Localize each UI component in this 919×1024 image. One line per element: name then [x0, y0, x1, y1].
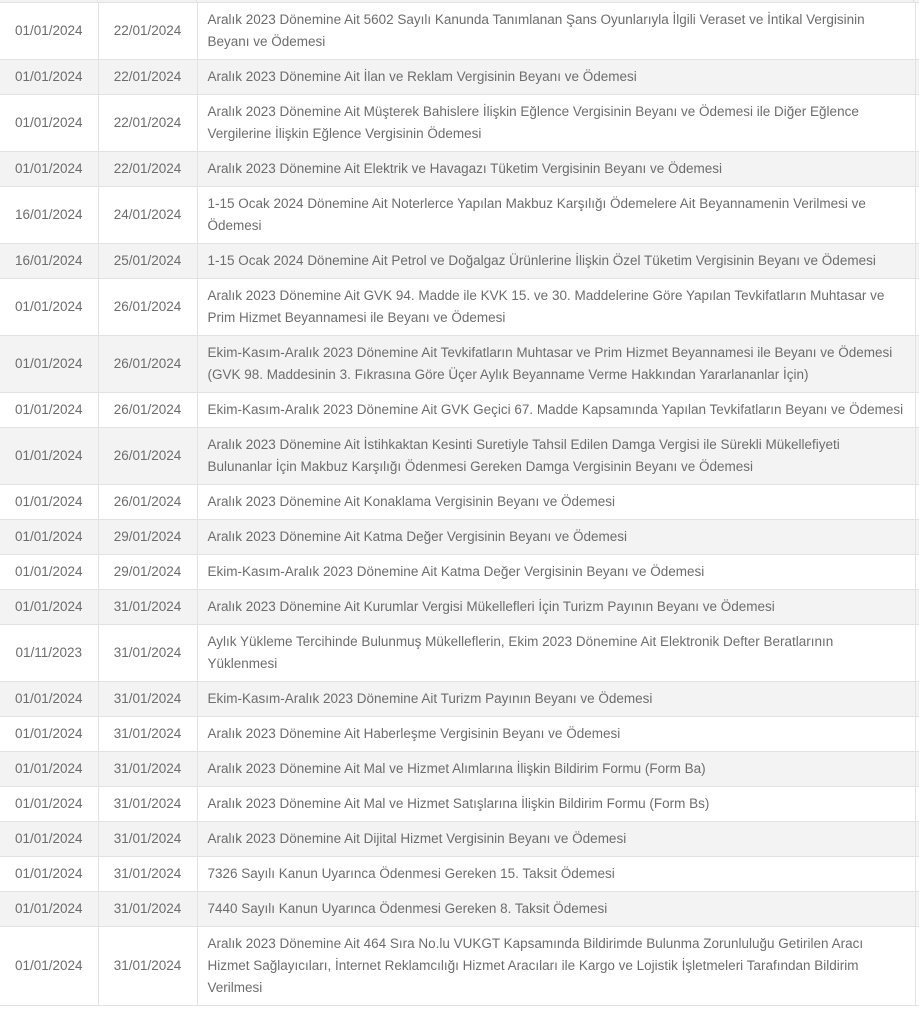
- description-cell: Aylık Yükleme Tercihinde Bulunmuş Mükelleflerin, Ekim 2023 Dönemine Ait Elektronik Defter Beratlarının Yüklenmesi: [197, 625, 915, 682]
- clipped-column-cell: [915, 336, 919, 393]
- clipped-column-cell: [915, 555, 919, 590]
- clipped-column-cell: [915, 187, 919, 244]
- clipped-column-cell: [915, 3, 919, 60]
- start-date-cell: 01/01/2024: [0, 892, 98, 927]
- clipped-column-cell: [915, 787, 919, 822]
- clipped-column-cell: [915, 625, 919, 682]
- end-date-cell: 31/01/2024: [98, 717, 197, 752]
- start-date-cell: 01/01/2024: [0, 279, 98, 336]
- description-cell: Aralık 2023 Dönemine Ait Haberleşme Vergisinin Beyanı ve Ödemesi: [197, 717, 915, 752]
- end-date-cell: 31/01/2024: [98, 892, 197, 927]
- clipped-column-cell: [915, 428, 919, 485]
- description-cell: Ekim-Kasım-Aralık 2023 Dönemine Ait Tevkifatların Muhtasar ve Prim Hizmet Beyannamesi ile Beyanı ve Ödemesi (GVK 98. Maddesinin 3. Fıkrasına Göre Üçer Aylık Beyanname Verme Hakkından Yararlananlar İçin): [197, 336, 915, 393]
- description-cell: Aralık 2023 Dönemine Ait İlan ve Reklam Vergisinin Beyanı ve Ödemesi: [197, 60, 915, 95]
- description-cell: 7326 Sayılı Kanun Uyarınca Ödenmesi Gereken 15. Taksit Ödemesi: [197, 857, 915, 892]
- table-row: [0, 927, 919, 1006]
- clipped-column-cell: [915, 244, 919, 279]
- clipped-column-cell: [915, 682, 919, 717]
- table-row: [0, 520, 919, 555]
- table-row: [0, 279, 919, 336]
- start-date-cell: 01/01/2024: [0, 485, 98, 520]
- clipped-cell: [98, 0, 197, 2]
- table-row: [0, 393, 919, 428]
- end-date-cell: 31/01/2024: [98, 590, 197, 625]
- end-date-cell: 31/01/2024: [98, 822, 197, 857]
- table-row: [0, 485, 919, 520]
- end-date-cell: 29/01/2024: [98, 520, 197, 555]
- description-cell: Aralık 2023 Dönemine Ait 464 Sıra No.lu VUKGT Kapsamında Bildirimde Bulunma Zorunluluğu Getirilen Aracı Hizmet Sağlayıcıları, İnternet Reklamcılığı Hizmet Aracıları ile Kargo ve Lojistik İşletmeleri Tarafından Bildirim Verilmesi: [197, 927, 915, 1006]
- description-cell: Aralık 2023 Dönemine Ait Elektrik ve Havagazı Tüketim Vergisinin Beyanı ve Ödemesi: [197, 152, 915, 187]
- table-row: [0, 752, 919, 787]
- end-date-cell: 26/01/2024: [98, 428, 197, 485]
- description-cell: Aralık 2023 Dönemine Ait Kurumlar Vergisi Mükellefleri İçin Turizm Payının Beyanı ve Ödemesi: [197, 590, 915, 625]
- clipped-cell: [914, 0, 919, 2]
- table-row: [0, 822, 919, 857]
- clipped-column-cell: [915, 590, 919, 625]
- clipped-column-cell: [915, 717, 919, 752]
- table-row: [0, 3, 919, 60]
- start-date-cell: 01/01/2024: [0, 590, 98, 625]
- end-date-cell: 29/01/2024: [98, 555, 197, 590]
- start-date-cell: 01/01/2024: [0, 3, 98, 60]
- start-date-cell: 01/01/2024: [0, 393, 98, 428]
- clipped-column-cell: [915, 485, 919, 520]
- start-date-cell: 01/01/2024: [0, 95, 98, 152]
- start-date-cell: 16/01/2024: [0, 187, 98, 244]
- clipped-cell: [0, 0, 98, 2]
- end-date-cell: 26/01/2024: [98, 279, 197, 336]
- table-row: [0, 428, 919, 485]
- start-date-cell: 01/01/2024: [0, 520, 98, 555]
- tax-calendar-body: [0, 3, 919, 1006]
- end-date-cell: 26/01/2024: [98, 336, 197, 393]
- table-row: [0, 336, 919, 393]
- description-cell: 7440 Sayılı Kanun Uyarınca Ödenmesi Gereken 8. Taksit Ödemesi: [197, 892, 915, 927]
- clipped-column-cell: [915, 60, 919, 95]
- clipped-cell: [197, 0, 914, 2]
- start-date-cell: 01/01/2024: [0, 927, 98, 1006]
- table-row: [0, 682, 919, 717]
- start-date-cell: 16/01/2024: [0, 244, 98, 279]
- table-row: [0, 152, 919, 187]
- end-date-cell: 22/01/2024: [98, 152, 197, 187]
- start-date-cell: 01/01/2024: [0, 60, 98, 95]
- end-date-cell: 31/01/2024: [98, 927, 197, 1006]
- table-row: [0, 590, 919, 625]
- table-row: [0, 787, 919, 822]
- table-row: [0, 625, 919, 682]
- end-date-cell: 31/01/2024: [98, 787, 197, 822]
- end-date-cell: 25/01/2024: [98, 244, 197, 279]
- clipped-column-cell: [915, 892, 919, 927]
- end-date-cell: 26/01/2024: [98, 393, 197, 428]
- table-row: [0, 244, 919, 279]
- description-cell: Aralık 2023 Dönemine Ait Katma Değer Vergisinin Beyanı ve Ödemesi: [197, 520, 915, 555]
- table-row: [0, 187, 919, 244]
- table-row: [0, 857, 919, 892]
- start-date-cell: 01/01/2024: [0, 822, 98, 857]
- description-cell: 1-15 Ocak 2024 Dönemine Ait Noterlerce Yapılan Makbuz Karşılığı Ödemelere Ait Beyannamenin Verilmesi ve Ödemesi: [197, 187, 915, 244]
- start-date-cell: 01/01/2024: [0, 752, 98, 787]
- table-row: [0, 555, 919, 590]
- clipped-column-cell: [915, 393, 919, 428]
- description-cell: Ekim-Kasım-Aralık 2023 Dönemine Ait Turizm Payının Beyanı ve Ödemesi: [197, 682, 915, 717]
- clipped-column-cell: [915, 520, 919, 555]
- start-date-cell: 01/01/2024: [0, 787, 98, 822]
- end-date-cell: 22/01/2024: [98, 95, 197, 152]
- description-cell: Aralık 2023 Dönemine Ait Mal ve Hizmet Alımlarına İlişkin Bildirim Formu (Form Ba): [197, 752, 915, 787]
- clipped-column-cell: [915, 927, 919, 1006]
- end-date-cell: 31/01/2024: [98, 752, 197, 787]
- description-cell: Aralık 2023 Dönemine Ait Konaklama Vergisinin Beyanı ve Ödemesi: [197, 485, 915, 520]
- description-cell: Aralık 2023 Dönemine Ait Dijital Hizmet Vergisinin Beyanı ve Ödemesi: [197, 822, 915, 857]
- description-cell: Aralık 2023 Dönemine Ait 5602 Sayılı Kanunda Tanımlanan Şans Oyunlarıyla İlgili Veraset ve İntikal Vergisinin Beyanı ve Ödemesi: [197, 3, 915, 60]
- clipped-column-cell: [915, 279, 919, 336]
- table-row: [0, 892, 919, 927]
- table-row: [0, 95, 919, 152]
- tax-calendar-table: [0, 3, 919, 1006]
- clipped-column-cell: [915, 752, 919, 787]
- description-cell: 1-15 Ocak 2024 Dönemine Ait Petrol ve Doğalgaz Ürünlerine İlişkin Özel Tüketim Vergisinin Beyanı ve Ödemesi: [197, 244, 915, 279]
- description-cell: Aralık 2023 Dönemine Ait GVK 94. Madde ile KVK 15. ve 30. Maddelerine Göre Yapılan Tevkifatların Muhtasar ve Prim Hizmet Beyannamesi ile Beyanı ve Ödemesi: [197, 279, 915, 336]
- description-cell: Aralık 2023 Dönemine Ait Müşterek Bahislere İlişkin Eğlence Vergisinin Beyanı ve Ödemesi ile Diğer Eğlence Vergilerine İlişkin Eğlence Vergisinin Ödemesi: [197, 95, 915, 152]
- table-row: [0, 60, 919, 95]
- start-date-cell: 01/11/2023: [0, 625, 98, 682]
- end-date-cell: 26/01/2024: [98, 485, 197, 520]
- clipped-column-cell: [915, 95, 919, 152]
- description-cell: Ekim-Kasım-Aralık 2023 Dönemine Ait GVK Geçici 67. Madde Kapsamında Yapılan Tevkifatların Beyanı ve Ödemesi: [197, 393, 915, 428]
- clipped-column-cell: [915, 857, 919, 892]
- end-date-cell: 22/01/2024: [98, 3, 197, 60]
- start-date-cell: 01/01/2024: [0, 555, 98, 590]
- table-row: [0, 717, 919, 752]
- description-cell: Aralık 2023 Dönemine Ait Mal ve Hizmet Satışlarına İlişkin Bildirim Formu (Form Bs): [197, 787, 915, 822]
- end-date-cell: 31/01/2024: [98, 682, 197, 717]
- end-date-cell: 22/01/2024: [98, 60, 197, 95]
- end-date-cell: 31/01/2024: [98, 625, 197, 682]
- start-date-cell: 01/01/2024: [0, 857, 98, 892]
- clipped-column-cell: [915, 822, 919, 857]
- start-date-cell: 01/01/2024: [0, 428, 98, 485]
- start-date-cell: 01/01/2024: [0, 152, 98, 187]
- end-date-cell: 31/01/2024: [98, 857, 197, 892]
- start-date-cell: 01/01/2024: [0, 336, 98, 393]
- start-date-cell: 01/01/2024: [0, 717, 98, 752]
- clipped-column-cell: [915, 152, 919, 187]
- description-cell: Ekim-Kasım-Aralık 2023 Dönemine Ait Katma Değer Vergisinin Beyanı ve Ödemesi: [197, 555, 915, 590]
- start-date-cell: 01/01/2024: [0, 682, 98, 717]
- description-cell: Aralık 2023 Dönemine Ait İstihkaktan Kesinti Suretiyle Tahsil Edilen Damga Vergisi ile Sürekli Mükellefiyeti Bulunanlar İçin Makbuz Karşılığı Ödenmesi Gereken Damga Vergisinin Beyanı ve Ödemesi: [197, 428, 915, 485]
- end-date-cell: 24/01/2024: [98, 187, 197, 244]
